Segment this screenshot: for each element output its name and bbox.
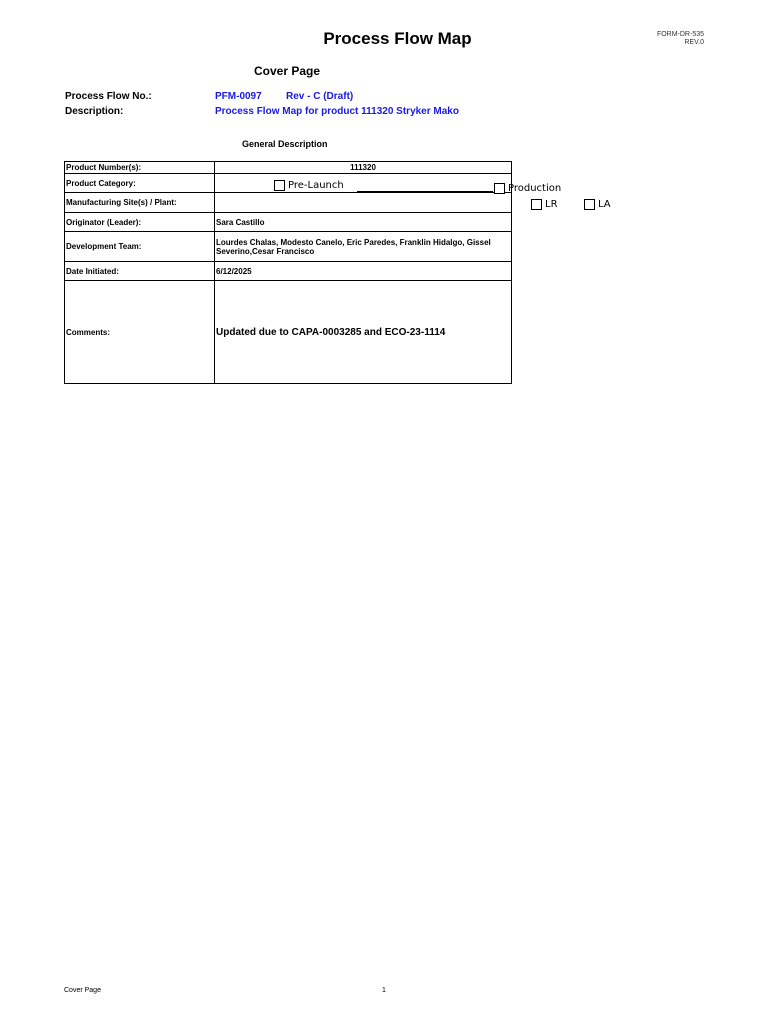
- product-category-label: Product Category:: [65, 174, 215, 193]
- footer-page-number: 1: [382, 987, 386, 994]
- comments-label: Comments:: [65, 281, 215, 384]
- category-separator-line: [357, 191, 493, 192]
- revision-value: Rev - C (Draft): [286, 91, 354, 102]
- originator-value[interactable]: Sara Castillo: [215, 213, 512, 232]
- development-team-label: Development Team:: [65, 232, 215, 262]
- checkbox-square-icon[interactable]: [494, 183, 505, 194]
- development-team-value[interactable]: Lourdes Chalas, Modesto Canelo, Eric Paredes, Franklin Hidalgo, Gissel Severino,Cesar Francisco: [215, 232, 512, 262]
- lr-checkbox[interactable]: [531, 199, 558, 210]
- date-initiated-value[interactable]: 6/12/2025: [215, 262, 512, 281]
- comments-value[interactable]: Updated due to CAPA-0003285 and ECO-23-1114: [215, 281, 512, 384]
- table-row: [65, 232, 512, 262]
- table-row: [65, 193, 512, 213]
- page-title: Process Flow Map: [323, 29, 472, 48]
- product-number-value[interactable]: 111320: [215, 162, 512, 174]
- manufacturing-site-label: Manufacturing Site(s) / Plant:: [65, 193, 215, 213]
- product-category-value: [215, 174, 512, 193]
- process-flow-no-label: Process Flow No.:: [65, 91, 152, 102]
- checkbox-square-icon[interactable]: [584, 199, 595, 210]
- manufacturing-site-value[interactable]: [215, 193, 512, 213]
- la-label: LA: [598, 199, 611, 210]
- page-subtitle: Cover Page: [254, 64, 321, 78]
- checkbox-square-icon[interactable]: [531, 199, 542, 210]
- footer-sheet-name: Cover Page: [64, 987, 101, 994]
- lr-label: LR: [545, 199, 558, 210]
- description-label: Description:: [65, 106, 124, 117]
- table-row: [65, 281, 512, 384]
- table-row: [65, 162, 512, 174]
- pre-launch-label: Pre-Launch: [288, 180, 344, 191]
- la-checkbox[interactable]: [584, 199, 611, 210]
- production-checkbox[interactable]: [494, 183, 561, 194]
- general-description-table: [64, 161, 512, 384]
- form-id: FORM-DR-535: [656, 31, 704, 38]
- production-label: Production: [508, 183, 562, 194]
- process-flow-no-value: PFM-0097: [215, 91, 262, 102]
- general-description-title: General Description: [242, 139, 328, 149]
- form-revision: REV.0: [684, 39, 704, 46]
- originator-label: Originator (Leader):: [65, 213, 215, 232]
- description-value: Process Flow Map for product 111320 Stryker Mako: [215, 106, 459, 117]
- checkbox-square-icon[interactable]: [274, 180, 285, 191]
- pre-launch-checkbox[interactable]: [274, 180, 344, 191]
- product-number-label: Product Number(s):: [65, 162, 215, 174]
- date-initiated-label: Date Initiated:: [65, 262, 215, 281]
- table-row: [65, 213, 512, 232]
- table-row: [65, 262, 512, 281]
